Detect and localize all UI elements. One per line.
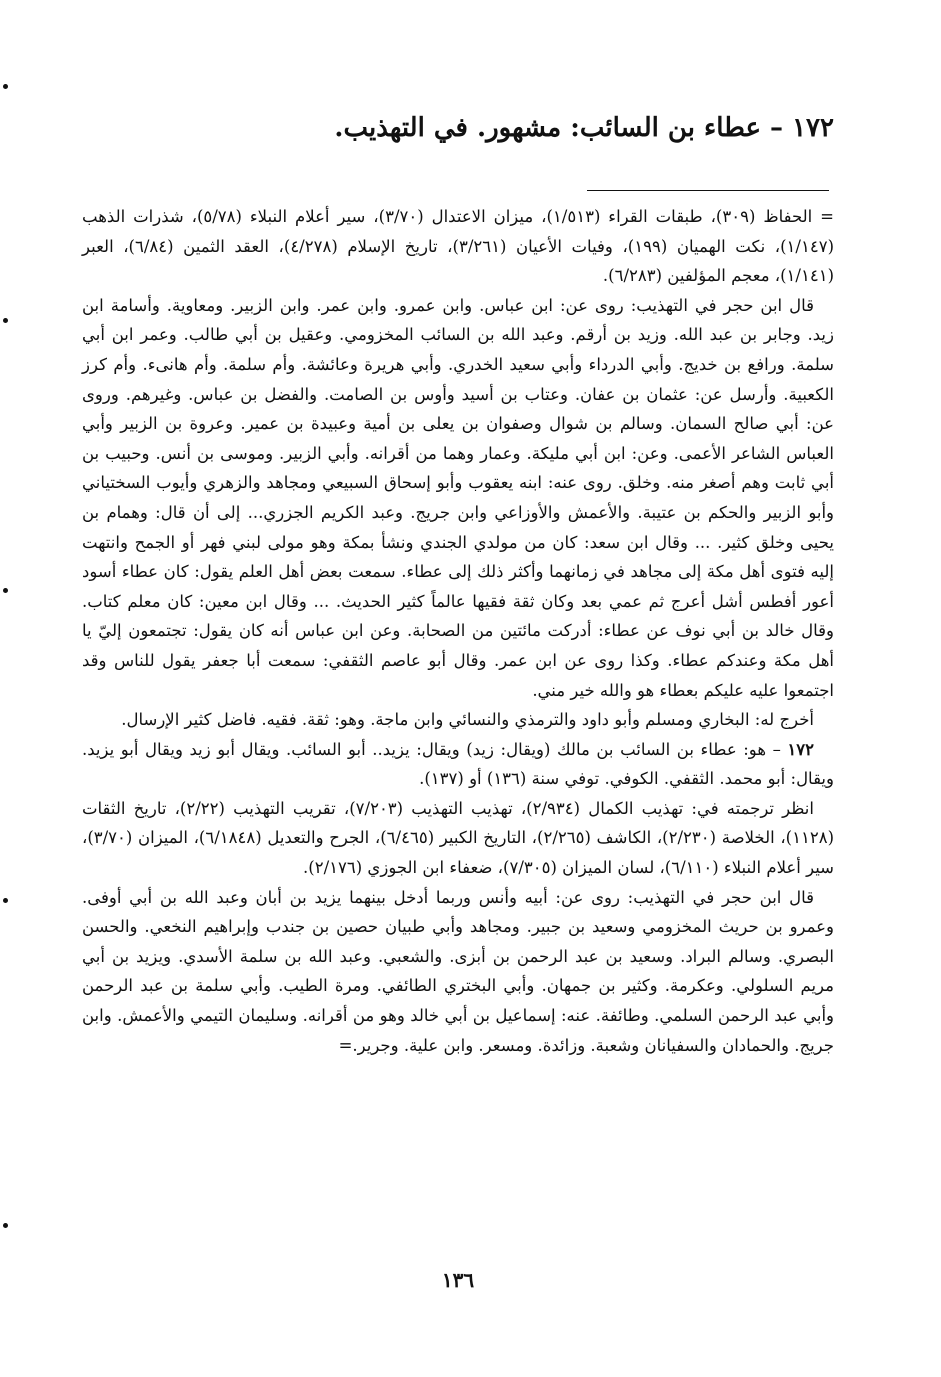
page-number: ١٣٦ bbox=[441, 1268, 475, 1292]
footnote-paragraph-4 bbox=[82, 735, 834, 794]
footnotes bbox=[82, 202, 834, 1060]
footnote-paragraph-5: انظر ترجمته في: تهذيب الكمال (٢/٩٣٤)، تهذيب التهذيب (٧/٢٠٣)، تقريب التهذيب (٢/٢٢)، تاريخ الثقات (١١٢٨)، الخلاصة (٢/٢٣٠)، الكاشف (٢/٢٦٥)، التاريخ الكبير (٦/٤٦٥)، الجرح والتعديل (٦/١٨٤٨)، الميزان (٣/٧٠)، سير أعلام النبلاء (٦/١١٠)، لسان الميزان (٧/٣٠٥)، ضعفاء ابن الجوزي (٢/١٧٦). bbox=[82, 798, 834, 878]
document-page bbox=[82, 0, 834, 1377]
margin-mark bbox=[3, 318, 8, 323]
footnote-paragraph-1: = الحفاظ (٣٠٩)، طبقات القراء (١/٥١٣)، ميزان الاعتدال (٣/٧٠)، سير أعلام النبلاء (٥/٧٨)، شذرات الذهب (١/١٤٧)، نكت الهميان (١٩٩)، وفيات الأعيان (٣/٢٦١)، تاريخ الإسلام (٤/٢٧٨)، العقد الثمين (٦/٨٤)، العبر (١/١٤١)، معجم المؤلفين (٦/٢٨٣). bbox=[82, 207, 835, 286]
main-entry-heading: ١٧٢ – عطاء بن السائب: مشهور. في التهذيب. bbox=[334, 113, 834, 143]
footnote-paragraph-3: أخرج له: البخاري ومسلم وأبو داود والترمذي والنسائي وابن ماجة. وهو: ثقة. فقيه. فاضل كثير الإرسال. bbox=[121, 710, 814, 730]
footnote-paragraph-4-text: – هو: عطاء بن السائب بن مالك (ويقال: زيد) ويقال: يزيد.. أبو السائب. ويقال أبو زيد ويقال أبو يزيد. ويقال: أبو محمد. الثقفي. الكوفي. توفي سنة (١٣٦) أو (١٣٧). bbox=[82, 739, 834, 789]
footnote-divider bbox=[587, 190, 829, 191]
margin-mark bbox=[3, 1223, 8, 1228]
footnote-paragraph-2: قال ابن حجر في التهذيب: روى عن: ابن عباس. وابن عمرو. وابن عمر. وابن الزبير. ومعاوية. وأسامة ابن زيد. وجابر بن عبد الله. وزيد بن أرقم. وعبد الله بن السائب المخزومي. وعقيل بن أبي طالب. وعمر ابن أبي سلمة. ورافع بن خديج. وأبي الدرداء وأبي سعيد الخدري. وأبي هريرة وعائشة. وأم سلمة. وأم هانىء. وأم كرز الكعبية. وأرسل عن: عثمان بن عفان. وعتاب بن أسيد وأوس بن الصامت. والفضل بن عباس. وغيرهم. وروى عن: أبي صالح السمان. وسالم بن شوال وصفوان بن يعلى بن أمية وعبيدة بن عمير. وعروة بن الزبير وأبي العباس الشاعر الأعمى. وعن: ابن أبي مليكة. وعمار وهما من أقرانه. وأبي الزبير. وموسى بن أنس. وحبيب بن أبي ثابت وهم أصغر منه. وخلق. روى عنه: ابنه يعقوب وأبو إسحاق السبيعي ومجاهد والزهري وأيوب السختياني وأبو الزبير والحكم بن عتيبة. والأعمش والأوزاعي وابن جريج. وعبد الكريم الجزري... إلى أن قال: وهمام بن يحيى وخلق كثير. ... وقال ابن سعد: كان من مولدي الجندي ونشأ بمكة وهو مولى لبني فهر أو الجمح وانتهت إليه فتوى أهل مكة إلى مجاهد في زمانهما وأكثر ذلك إلى عطاء. سمعت بعض أهل العلم يقول: كان عطاء أسود أعور أفطس أشل أعرج ثم عمي بعد وكان ثقة فقيها عالماً كثير الحديث. ... وقال ابن معين: كان معلم كتاب. وقال خالد بن أبي نوف عن عطاء: أدركت مائتين من الصحابة. وعن ابن عباس أنه كان يقول: تجتمعون إليّ يا أهل مكة وعندكم عطاء. وكذا روى عن ابن عمر. وقال أبو عاصم الثقفي: سمعت أبا جعفر يقول للناس وقد اجتمعوا عليه عليكم بعطاء هو والله خير مني. bbox=[82, 295, 834, 700]
footnote-number: ١٧٢ bbox=[787, 739, 814, 759]
margin-mark bbox=[3, 84, 8, 89]
margin-mark bbox=[3, 588, 8, 593]
footnote-paragraph-6: قال ابن حجر في التهذيب: روى عن: أبيه وأنس وربما أدخل بينهما يزيد بن أبان وعبد الله بن أبي أوفى. وعمرو بن حريث المخزومي وسعيد بن جبير. ومجاهد وأبي طبيان حصين بن جندب وإبراهيم النخعي. والحسن البصري. وسالم البراد. وسعيد بن عبد الرحمن بن أبزى. والشعبي. وعبد الله بن سلمة الأسدي. ويزيد بن أبي مريم السلولي. وعكرمة. وكثير بن جمهان. وأبي البختري الطائفي. ومرة الطيب. وأبي سلمة بن عبد الرحمن وأبي عبد الرحمن السلمي. وطائفة. عنه: إسماعيل بن أبي خالد وهو من أقرانه. وسليمان التيمي والأعمش. وابن جريج. والحمادان والسفيانان وشعبة. وزائدة. ومسعر. وابن علية. وجرير.= bbox=[82, 887, 834, 1055]
margin-mark bbox=[3, 898, 8, 903]
